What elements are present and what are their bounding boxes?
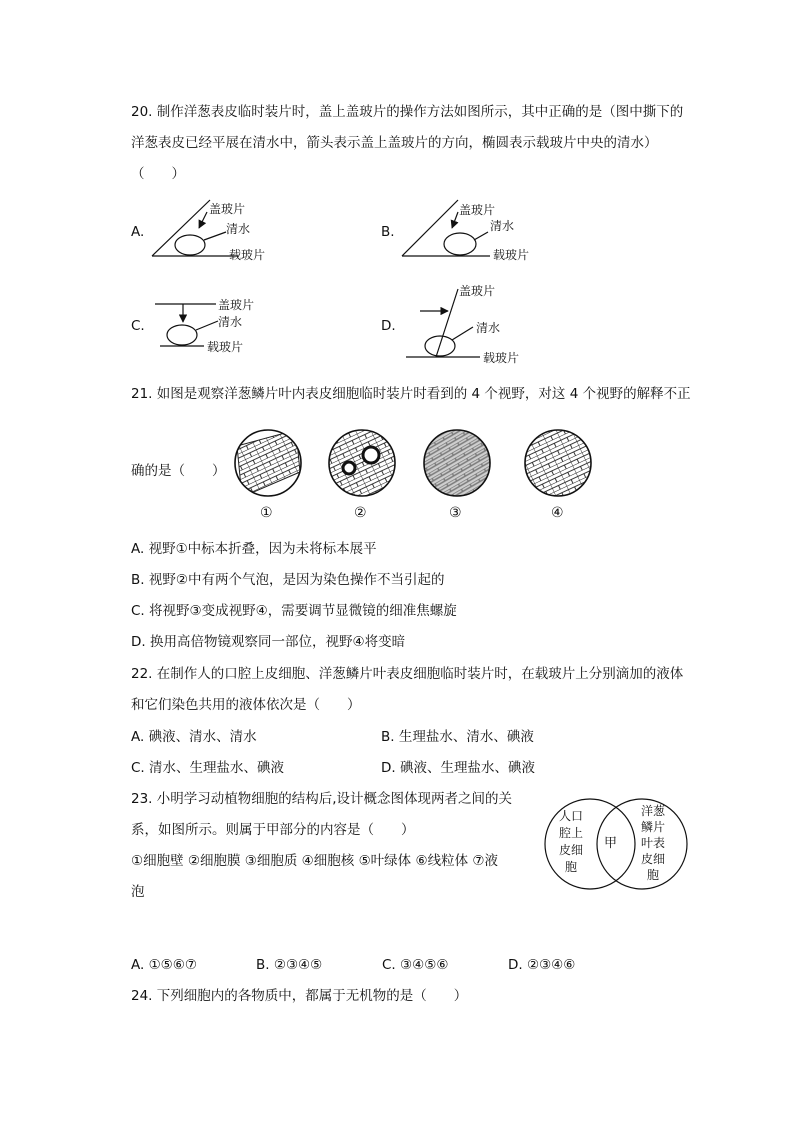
q20-b-water-label: 清水 bbox=[490, 219, 515, 233]
view-label-4: ④ bbox=[551, 505, 564, 521]
q20-b-coverslip-label: 盖玻片 bbox=[459, 203, 496, 217]
q22-stem-line1: 22. 在制作人的口腔上皮细胞、洋葱鳞片叶表皮细胞临时装片时，在载玻片上分别滴加的液体 bbox=[131, 666, 684, 682]
q23-option-c: C. ③④⑤⑥ bbox=[382, 957, 449, 973]
q20-stem-line2: 洋葱表皮已经平展在清水中，箭头表示盖上盖玻片的方向，椭圆表示载玻片中央的清水） bbox=[131, 135, 658, 151]
q20-c-coverslip-label: 盖玻片 bbox=[218, 298, 255, 312]
venn-center-label: 甲 bbox=[604, 836, 618, 851]
q21-option-c: C. 将视野③变成视野④，需要调节显微镜的细准焦螺旋 bbox=[131, 603, 457, 619]
q23-stem-line1: 23. 小明学习动植物细胞的结构后,设计概念图体现两者之间的关 bbox=[131, 791, 513, 807]
q22-option-c: C. 清水、生理盐水、碘液 bbox=[131, 760, 285, 776]
view-label-3: ③ bbox=[449, 505, 462, 521]
q20-option-b-letter: B. bbox=[381, 224, 395, 240]
q20-b-slide-label: 载玻片 bbox=[493, 248, 530, 262]
q20-c-water-label: 清水 bbox=[218, 315, 243, 329]
q22-stem-line2: 和它们染色共用的液体依次是（ ） bbox=[131, 697, 361, 713]
q21-option-b: B. 视野②中有两个气泡，是因为染色操作不当引起的 bbox=[131, 572, 445, 588]
q20-option-d-letter: D. bbox=[381, 318, 396, 334]
venn-left-line-3: 皮细 bbox=[559, 843, 584, 857]
q23-option-a: A. ①⑤⑥⑦ bbox=[131, 957, 197, 973]
q20-a-slide-label: 载玻片 bbox=[229, 248, 266, 262]
q22-option-b: B. 生理盐水、清水、碘液 bbox=[381, 729, 534, 745]
q24-stem-line1: 24. 下列细胞内的各物质中，都属于无机物的是（ ） bbox=[131, 988, 468, 1004]
venn-left-line-2: 腔上 bbox=[559, 826, 584, 840]
q20-c-slide-label: 载玻片 bbox=[207, 340, 244, 354]
q20-d-slide-label: 载玻片 bbox=[483, 351, 520, 365]
q20-a-water-label: 清水 bbox=[226, 222, 251, 236]
venn-right-line-4: 皮细 bbox=[641, 852, 666, 866]
q20-stem-line1: 20. 制作洋葱表皮临时装片时，盖上盖玻片的操作方法如图所示，其中正确的是（图中撕下的 bbox=[131, 104, 684, 120]
venn-right-line-3: 叶表 bbox=[641, 836, 666, 850]
q20-d-water-label: 清水 bbox=[476, 321, 501, 335]
q22-option-a: A. 碘液、清水、清水 bbox=[131, 729, 257, 745]
q23-stem-line4: 泡 bbox=[131, 884, 145, 900]
q21-stem-line2: 确的是（ ） bbox=[131, 463, 226, 479]
q21-stem-line1: 21. 如图是观察洋葱鳞片叶内表皮细胞临时装片时看到的 4 个视野，对这 4 个视野的解释不正 bbox=[131, 386, 691, 402]
q20-option-a-letter: A. bbox=[131, 224, 145, 240]
venn-right-line-1: 洋葱 bbox=[641, 804, 666, 818]
q20-d-coverslip-label: 盖玻片 bbox=[459, 284, 496, 298]
view-label-2: ② bbox=[354, 505, 367, 521]
venn-left-line-1: 人口 bbox=[559, 809, 584, 823]
q20-a-coverslip-label: 盖玻片 bbox=[209, 202, 246, 216]
q21-option-a: A. 视野①中标本折叠，因为未将标本展平 bbox=[131, 541, 377, 557]
q21-option-d: D. 换用高倍物镜观察同一部位，视野④将变暗 bbox=[131, 634, 406, 650]
q23-option-d: D. ②③④⑥ bbox=[508, 957, 576, 973]
q23-option-b: B. ②③④⑤ bbox=[256, 957, 323, 973]
view-label-1: ① bbox=[260, 505, 273, 521]
q20-stem-line3: （ ） bbox=[131, 166, 185, 182]
q23-stem-line3: ①细胞壁 ②细胞膜 ③细胞质 ④细胞核 ⑤叶绿体 ⑥线粒体 ⑦液 bbox=[131, 853, 498, 869]
q20-option-c-letter: C. bbox=[131, 318, 145, 334]
q22-option-d: D. 碘液、生理盐水、碘液 bbox=[381, 760, 535, 776]
venn-right-line-2: 鳞片 bbox=[641, 820, 666, 834]
q23-stem-line2: 系，如图所示。则属于甲部分的内容是（ ） bbox=[131, 822, 415, 838]
venn-left-line-4: 胞 bbox=[565, 860, 578, 874]
venn-right-line-5: 胞 bbox=[647, 868, 660, 882]
